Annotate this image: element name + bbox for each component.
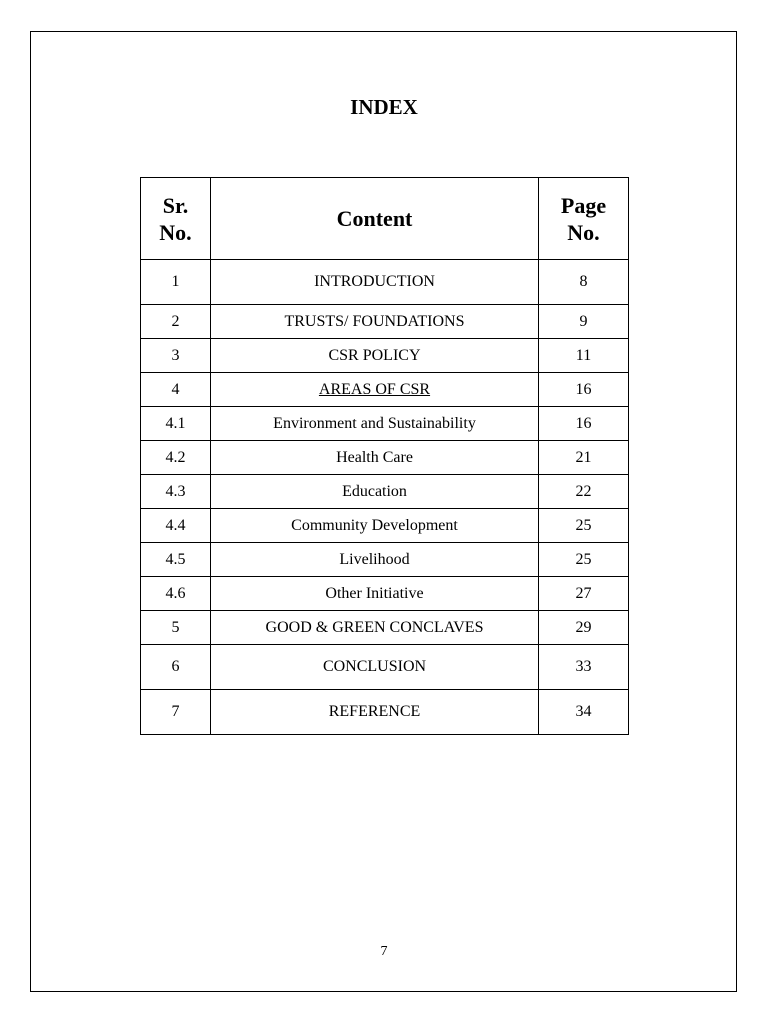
table-row xyxy=(141,407,629,441)
sr-no-cell: 4.1 xyxy=(141,407,211,441)
page-no-cell: 16 xyxy=(539,373,629,407)
content-cell: REFERENCE xyxy=(211,690,539,735)
page-no-cell: 33 xyxy=(539,645,629,690)
table-row xyxy=(141,690,629,735)
page-no-cell: 22 xyxy=(539,475,629,509)
page-title: INDEX xyxy=(350,95,418,119)
header-page-no-line1: Page xyxy=(560,192,607,218)
index-table xyxy=(140,177,629,735)
content-cell: Livelihood xyxy=(211,543,539,577)
sr-no-cell: 4.2 xyxy=(141,441,211,475)
content-cell: Other Initiative xyxy=(211,577,539,611)
table-row xyxy=(141,373,629,407)
table-row xyxy=(141,645,629,690)
sr-no-cell: 4.3 xyxy=(141,475,211,509)
page-no-cell: 21 xyxy=(539,441,629,475)
page-no-cell: 25 xyxy=(539,509,629,543)
table-row xyxy=(141,577,629,611)
page-no-cell: 29 xyxy=(539,611,629,645)
table-row xyxy=(141,611,629,645)
sr-no-cell: 4.6 xyxy=(141,577,211,611)
table-row xyxy=(141,339,629,373)
content-cell: CONCLUSION xyxy=(211,645,539,690)
header-sr-no xyxy=(141,178,211,260)
areas-of-csr-link-text: AREAS OF CSR xyxy=(318,380,431,398)
sr-no-cell: 4.4 xyxy=(141,509,211,543)
sr-no-cell: 4.5 xyxy=(141,543,211,577)
content-cell xyxy=(211,373,539,407)
sr-no-cell: 7 xyxy=(141,690,211,735)
content-cell: Environment and Sustainability xyxy=(211,407,539,441)
table-header-row xyxy=(141,178,629,260)
sr-no-cell: 1 xyxy=(141,260,211,305)
content-cell: GOOD & GREEN CONCLAVES xyxy=(211,611,539,645)
page-no-cell: 25 xyxy=(539,543,629,577)
content-cell: CSR POLICY xyxy=(211,339,539,373)
page-no-cell: 16 xyxy=(539,407,629,441)
header-content: Content xyxy=(211,178,539,260)
header-sr-no-line2: No. xyxy=(159,219,192,245)
sr-no-cell: 5 xyxy=(141,611,211,645)
header-sr-no-line1: Sr. xyxy=(162,192,189,218)
page-no-cell: 27 xyxy=(539,577,629,611)
table-row xyxy=(141,441,629,475)
table-row xyxy=(141,543,629,577)
header-page-no-line2: No. xyxy=(567,219,600,245)
page-number: 7 xyxy=(380,944,388,959)
table-row xyxy=(141,260,629,305)
content-cell: Community Development xyxy=(211,509,539,543)
content-cell: Health Care xyxy=(211,441,539,475)
sr-no-cell: 6 xyxy=(141,645,211,690)
table-row xyxy=(141,509,629,543)
sr-no-cell: 4 xyxy=(141,373,211,407)
content-cell: TRUSTS/ FOUNDATIONS xyxy=(211,305,539,339)
sr-no-cell: 2 xyxy=(141,305,211,339)
content-cell: Education xyxy=(211,475,539,509)
page-no-cell: 11 xyxy=(539,339,629,373)
header-page-no xyxy=(539,178,629,260)
table-row xyxy=(141,475,629,509)
page-no-cell: 9 xyxy=(539,305,629,339)
content-cell: INTRODUCTION xyxy=(211,260,539,305)
sr-no-cell: 3 xyxy=(141,339,211,373)
page-no-cell: 34 xyxy=(539,690,629,735)
page-no-cell: 8 xyxy=(539,260,629,305)
table-row xyxy=(141,305,629,339)
